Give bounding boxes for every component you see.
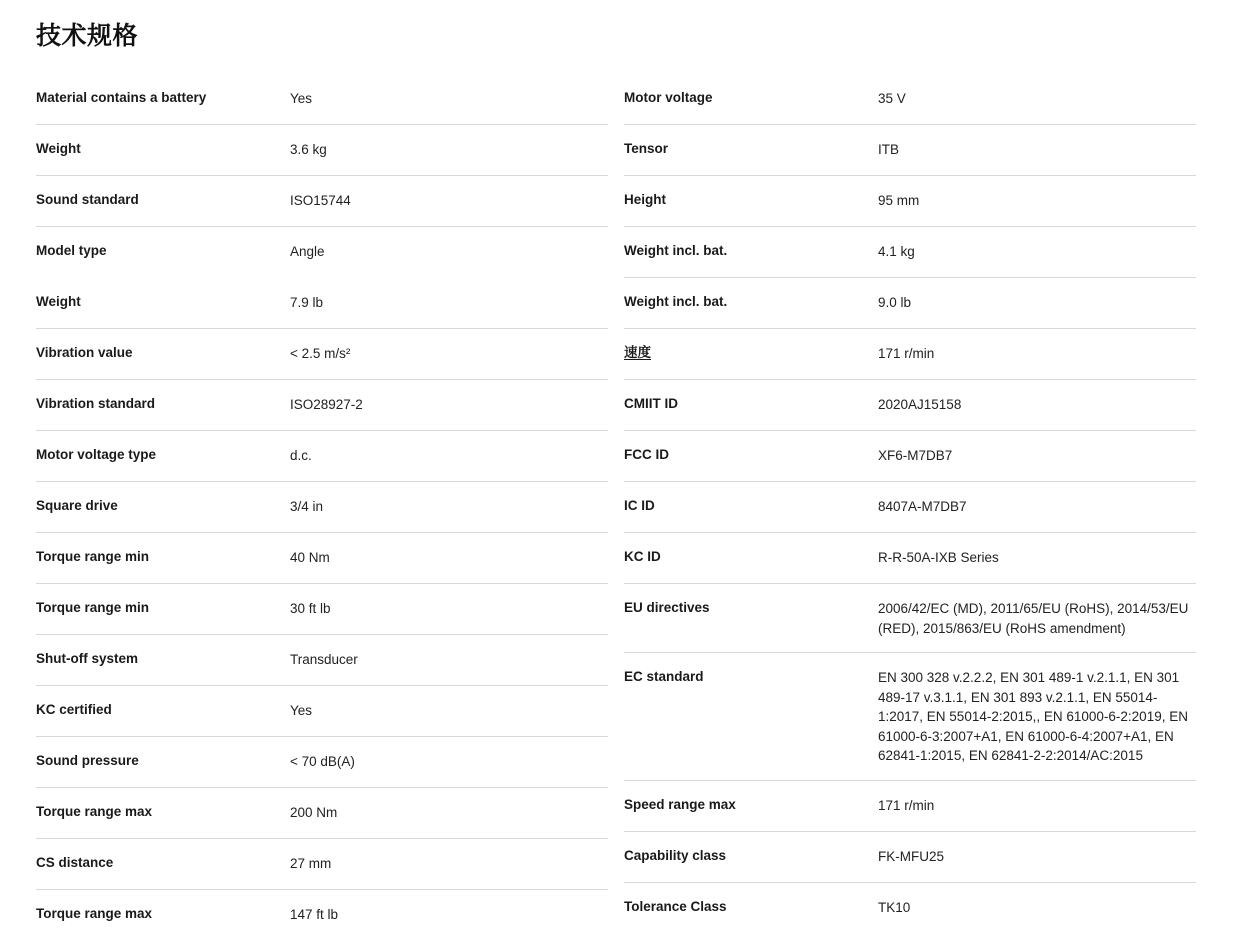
table-row (624, 482, 1196, 533)
spec-label: EC standard (624, 669, 704, 685)
spec-value: Yes (290, 91, 313, 106)
spec-value: 171 r/min (878, 346, 935, 361)
spec-label: Motor voltage (624, 90, 713, 105)
table-row (624, 125, 1196, 176)
spec-label: Motor voltage type (36, 447, 157, 462)
spec-value: 2006/42/EC (MD), 2011/65/EU (RoHS), 2014/53/EU (RED), 2015/863/EU (RoHS amendment) (878, 601, 1189, 636)
spec-value: ITB (878, 142, 900, 157)
spec-label: IC ID (624, 498, 655, 513)
spec-label: Tensor (624, 141, 669, 156)
spec-value: 95 mm (878, 193, 920, 208)
table-row (36, 890, 608, 941)
spec-value: 9.0 lb (878, 295, 912, 310)
table-row (624, 431, 1196, 482)
spec-label: KC certified (36, 702, 112, 717)
spec-label: Tolerance Class (624, 898, 727, 914)
table-row (36, 686, 608, 737)
spec-value: FK-MFU25 (878, 848, 945, 864)
spec-label: Weight (36, 141, 81, 156)
spec-column-right (624, 74, 1196, 934)
table-row (624, 74, 1196, 125)
table-row (36, 176, 608, 227)
spec-value: 2020AJ15158 (878, 397, 962, 412)
spec-label: Shut-off system (36, 651, 139, 666)
spec-label: Weight incl. bat. (624, 243, 728, 258)
spec-value: Yes (290, 703, 313, 718)
spec-column-left (36, 74, 608, 941)
table-row (624, 781, 1196, 832)
spec-value: 30 ft lb (290, 601, 331, 616)
spec-value: ISO28927-2 (290, 397, 363, 412)
table-row (36, 788, 608, 839)
spec-label: Sound standard (36, 192, 139, 207)
spec-label: Torque range max (36, 804, 153, 819)
table-row (36, 737, 608, 788)
spec-value: 147 ft lb (290, 907, 339, 922)
spec-label: Material contains a battery (36, 90, 207, 105)
spec-value: 4.1 kg (878, 244, 915, 259)
spec-label: Torque range min (36, 549, 150, 564)
spec-label: Vibration standard (36, 396, 156, 411)
table-row (36, 839, 608, 890)
table-row (624, 329, 1196, 380)
table-row (36, 431, 608, 482)
table-row (624, 653, 1196, 781)
spec-columns (36, 74, 1214, 941)
table-row (36, 482, 608, 533)
spec-value: ISO15744 (290, 193, 351, 208)
table-row (624, 832, 1196, 883)
spec-label: CMIIT ID (624, 396, 678, 411)
spec-label: FCC ID (624, 447, 669, 462)
spec-value: 7.9 lb (290, 295, 324, 310)
spec-label: Height (624, 192, 666, 207)
page-title: 技术规格 (36, 22, 139, 50)
table-row (36, 380, 608, 431)
spec-label: KC ID (624, 549, 661, 564)
spec-value: R-R-50A-IXB Series (878, 550, 999, 565)
table-row (624, 380, 1196, 431)
spec-label: 速度 (624, 345, 651, 360)
table-row (36, 635, 608, 686)
spec-value: 3.6 kg (290, 142, 327, 157)
table-row (36, 74, 608, 125)
table-row (36, 584, 608, 635)
spec-value: 3/4 in (290, 499, 324, 514)
spec-label: CS distance (36, 855, 114, 870)
spec-value: d.c. (290, 448, 312, 463)
spec-label: Vibration value (36, 345, 133, 360)
table-row (36, 329, 608, 380)
table-row (36, 278, 608, 329)
spec-page (0, 16, 1250, 941)
spec-label: Weight (36, 294, 81, 309)
spec-value: 171 r/min (878, 797, 935, 813)
spec-value: < 70 dB(A) (290, 754, 355, 769)
table-row (36, 125, 608, 176)
spec-label: Model type (36, 243, 107, 258)
spec-value: 40 Nm (290, 550, 330, 565)
table-row (624, 533, 1196, 584)
spec-label: Speed range max (624, 796, 736, 812)
spec-value: < 2.5 m/s² (290, 346, 351, 361)
table-row (624, 176, 1196, 227)
spec-label: Torque range max (36, 906, 153, 921)
spec-value: XF6-M7DB7 (878, 448, 953, 463)
spec-value: 27 mm (290, 856, 332, 871)
spec-label: EU directives (624, 600, 710, 615)
table-row (36, 227, 608, 278)
spec-value: Transducer (290, 652, 358, 667)
spec-label: Capability class (624, 847, 727, 863)
spec-value: Angle (290, 244, 325, 259)
spec-value: 200 Nm (290, 805, 338, 820)
spec-value: EN 300 328 v.2.2.2, EN 301 489-1 v.2.1.1, EN 301 489-17 v.3.1.1, EN 301 893 v.2.1.1, EN 55014-1:2017, EN 55014-2:2015,, EN 61000-6-2:2019, EN 61000-6-3:2007+A1, EN 61000-6-4:2007+A1, EN 62841-1:2015, EN 62841-2-2:2014/AC:2015 (878, 670, 1188, 764)
table-row (624, 883, 1196, 934)
table-row (624, 584, 1196, 653)
table-row (624, 227, 1196, 278)
spec-value: 8407A-M7DB7 (878, 499, 967, 514)
spec-label: Square drive (36, 498, 118, 513)
spec-label: Weight incl. bat. (624, 294, 728, 309)
spec-label: Torque range min (36, 600, 150, 615)
table-row (624, 278, 1196, 329)
table-row (36, 533, 608, 584)
spec-label: Sound pressure (36, 753, 139, 768)
spec-value: TK10 (878, 899, 911, 915)
spec-value: 35 V (878, 91, 906, 106)
